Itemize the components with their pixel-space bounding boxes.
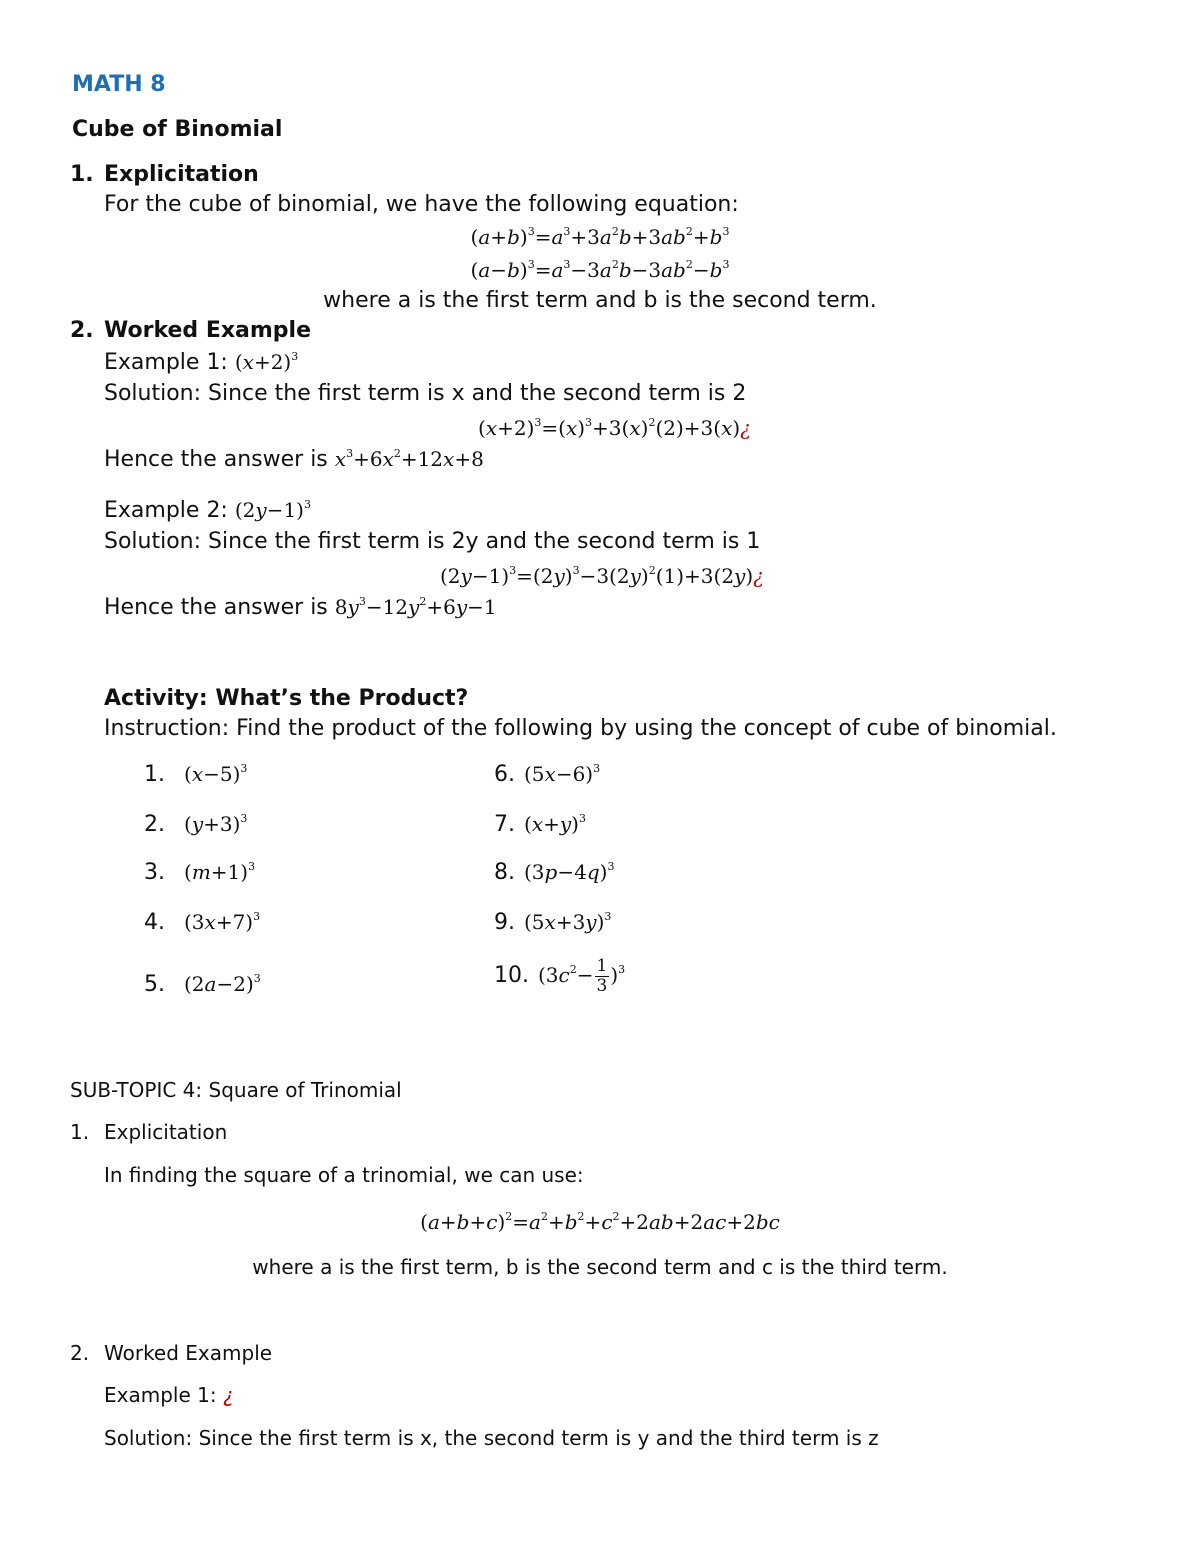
explicitation-intro: For the cube of binomial, we have the following equation:: [104, 192, 739, 217]
section-heading-worked-example: Worked Example: [104, 318, 312, 343]
example-1-line: [104, 350, 298, 375]
section-number: 2.: [70, 1341, 90, 1365]
render-error-glyph: ¿: [740, 416, 751, 440]
example-2-expansion: $(2y-1)^3=(2y)^3-3(2y)^2(1)+3(2y)¿$: [440, 564, 764, 588]
section-heading-explicitation: Explicitation: [104, 162, 259, 187]
subtopic-example-1-solution: Solution: Since the first term is x, the second term is y and the third term is z: [104, 1426, 879, 1450]
example-2-answer: $8y^3-12y^2+6y-1$: [334, 595, 497, 619]
activity-title: Activity: What’s the Product?: [104, 686, 469, 711]
section-number: 1.: [70, 1120, 90, 1144]
example-1-hence: Hence the answer is: [104, 447, 328, 472]
activity-item: 8. $(3p-4q)^3$: [494, 860, 615, 885]
example-2-answer-line: [104, 595, 497, 620]
fraction-one-third: $\frac{1}{3}$: [596, 956, 608, 996]
example-1-answer: $x^3+6x^2+12x+8$: [334, 447, 484, 471]
activity-item: 3. $(m+1)^3$: [144, 860, 256, 885]
section-number: 2.: [70, 318, 94, 343]
example-1-label: Example 1:: [104, 350, 228, 375]
example-1-expression: $(x+2)^3$: [234, 350, 299, 374]
square-trinomial-formula: $(a+b+c)^2=a^2+b^2+c^2+2ab+2ac+2bc$: [420, 1210, 780, 1234]
example-1-answer-line: [104, 447, 484, 472]
subtopic-worked-heading: Worked Example: [104, 1341, 273, 1365]
example-1-expansion: $(x+2)^3=(x)^3+3(x)^2(2)+3(x)¿$: [478, 416, 751, 440]
activity-item: 4. $(3x+7)^3$: [144, 910, 261, 935]
cube-sum-formula: $(a+b)^3=a^3+3a^2b+3ab^2+b^3$: [470, 225, 730, 249]
cube-difference-formula: $(a-b)^3=a^3-3a^2b-3ab^2-b^3$: [470, 258, 730, 282]
section-number: 1.: [70, 162, 94, 187]
activity-item: 6. $(5x-6)^3$: [494, 762, 601, 787]
activity-item: 9. $(5x+3y)^3$: [494, 910, 612, 935]
activity-item: 7. $(x+y)^3$: [494, 812, 586, 837]
render-error-glyph: ¿: [222, 1383, 234, 1407]
subtopic-explicitation-heading: Explicitation: [104, 1120, 228, 1144]
activity-item: 2. $(y+3)^3$: [144, 812, 248, 837]
subject-title: MATH 8: [72, 72, 166, 97]
subtopic-example-1-label: Example 1:: [104, 1383, 217, 1407]
example-2-expression: $(2y-1)^3$: [234, 498, 311, 522]
example-2-solution: Solution: Since the first term is 2y and the second term is 1: [104, 529, 761, 554]
activity-item: 1. $(x-5)^3$: [144, 762, 248, 787]
example-2-line: [104, 498, 311, 523]
activity-item: 10. ($3c^2-$ $\frac{1}{3}$ )$^3$: [494, 956, 626, 996]
example-2-label: Example 2:: [104, 498, 228, 523]
subtopic-intro: In finding the square of a trinomial, we can use:: [104, 1163, 584, 1187]
render-error-glyph: ¿: [753, 564, 764, 588]
activity-item: 5. $(2a-2)^3$: [144, 972, 261, 997]
example-2-hence: Hence the answer is: [104, 595, 328, 620]
example-1-solution: Solution: Since the first term is x and the second term is 2: [104, 381, 747, 406]
topic-title: Cube of Binomial: [72, 117, 283, 142]
explicitation-where-text: where a is the first term and b is the second term.: [323, 288, 877, 313]
subtopic-where-text: where a is the first term, b is the second term and c is the third term.: [252, 1255, 948, 1279]
subtopic-example-1-line: [104, 1383, 234, 1407]
subtopic-title: SUB-TOPIC 4: Square of Trinomial: [70, 1078, 402, 1102]
activity-instruction: Instruction: Find the product of the following by using the concept of cube of binomial.: [104, 716, 1057, 741]
